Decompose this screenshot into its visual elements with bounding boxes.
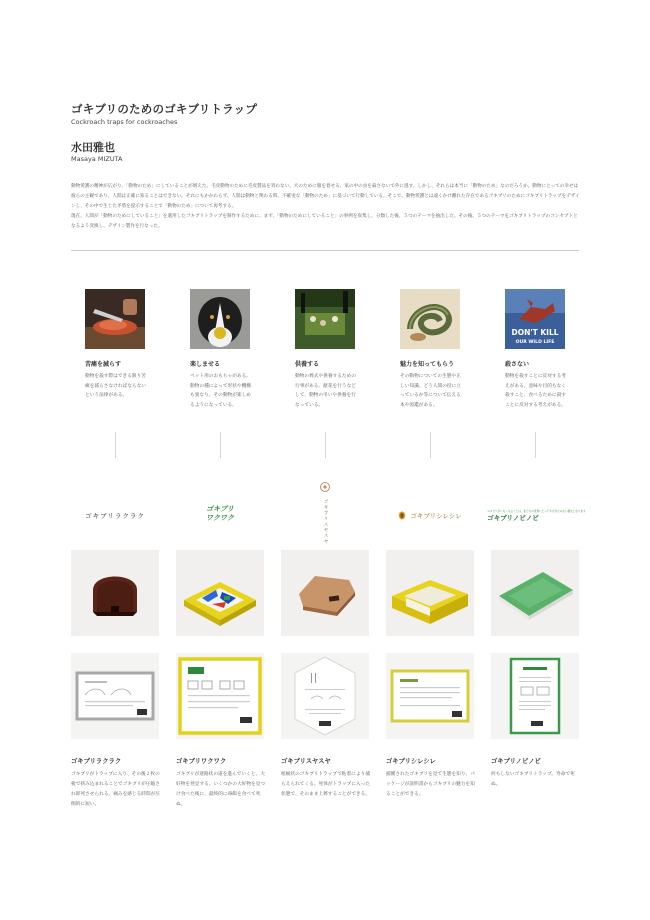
logo-text-bottom: ワクワク — [206, 514, 234, 522]
product-desc: ゴキブリが迷路状の道を進んでいくと、大好物を発見する。いくつかの大好物を見つけ食べた後に、最終的に毒餌を食べて死ぬ。 — [176, 772, 266, 807]
intro-text — [71, 182, 581, 232]
logo-text-top: ゴキブリ — [206, 505, 234, 513]
divider — [71, 250, 579, 251]
logo-shireshire — [386, 507, 474, 523]
poster-line2: OUR WILD LIFE — [515, 340, 555, 345]
theme-desc: 動物の葬式や供養するための行事がある。献花を行うなどして、動物の弔いや供養を行なっている。 — [295, 374, 356, 408]
connector-line — [115, 432, 116, 458]
connector-line — [535, 432, 536, 458]
package-suyasuya — [281, 653, 369, 739]
page-subtitle: Cockroach traps for cockroaches — [71, 118, 178, 126]
intro-paragraph: 動物愛護の精神が広がり、「動物のため」にしていることが増えた。毛皮動物のために毛皮製品を買わない、犬のために服を着せる、家の中の虫を殺さないで外に逃す。しかし、それらは本当に「動物のため」なのだろうか。動物にとっての幸せは彼らの主観であり、人間は正確に知ることはできない。それにもかかわらず、人間は動物と関わる時、不確実な「動物のため」に基づいて行動している。そこで、動物愛護とは遠くかけ離れた存在であるゴキブリのためにゴキブリトラップをデザインし、その中で生じた矛盾を提示することで「動物のため」について再考する。 — [71, 184, 580, 209]
connector-line — [430, 432, 431, 458]
dont-kill-poster — [505, 289, 565, 349]
theme-name: 殺さない — [505, 361, 530, 368]
theme-appeal — [400, 289, 462, 410]
logo-nobinobi — [487, 505, 586, 525]
logo-rakuraku — [71, 507, 159, 523]
theme-entertain — [190, 289, 252, 410]
package-rakuraku — [71, 653, 159, 739]
bug-icon — [398, 510, 406, 520]
product-photo-shireshire — [386, 550, 474, 636]
page-title: ゴキブリのためのゴキブリトラップ — [71, 102, 258, 116]
theme-desc: 動物を殺すことに反対する考えがある。意味や目的もなく殺すこと、食べるために殺すことに反対する考えがある。 — [505, 374, 566, 408]
package-shireshire — [386, 653, 474, 739]
product-photo-suyasuya — [281, 550, 369, 636]
product-desc: ゴキブリがトラップに入り、その後２枚の板で挟み込まれることでゴキブリが圧縮され即死させられる。痛みを感じる時間が圧倒的に短い。 — [71, 772, 161, 807]
theme-name: 楽しませる — [190, 361, 221, 368]
package-nobinobi — [491, 653, 579, 739]
logo-text: ゴキブリシレシレ — [410, 511, 462, 520]
author-name: 水田雅也 — [71, 141, 115, 154]
product-desc: 棺桶状のゴキブリトラップで粘着により捕らえられてくる。死体がトラップに入った状態で、そのまま上葬することができる。 — [281, 772, 370, 797]
snake-illustration — [400, 289, 460, 349]
logo-text: ゴキブリラクラク — [85, 511, 145, 520]
wreath-icon — [316, 481, 334, 493]
connector-line — [325, 432, 326, 458]
product-name: ゴキブリラクラク — [71, 758, 122, 765]
logo-text: ゴキブリノビノビ — [487, 513, 539, 522]
theme-desc: ペット用のおもちゃがある。動物の種によって形状や機構も異なり、その動物が楽しめるようになっている。 — [190, 374, 251, 408]
theme-memorial — [295, 289, 357, 410]
intro-paragraph: 現在、人間が「動物のためにしていること」を適用したゴキブリトラップを制作するために、まず、「動物のためにしていること」の事例を収集し、分類した後、５つのテーマを抽出した。その後、５つのテーマをゴキブリトラップのコンセプトとなるよう変換し、デザイン製作を行なった。 — [71, 214, 578, 229]
theme-name: 苦痛を減らす — [85, 361, 122, 368]
product-photo-wakuwaku — [176, 550, 264, 636]
author-name-en: Masaya MIZUTA — [71, 155, 123, 163]
theme-desc: その動物についての生態や正しい知識、どう人間の役に立っているか等について伝える本や図鑑がある。 — [400, 374, 461, 408]
product-photo-nobinobi — [491, 550, 579, 636]
meat-cutting-photo — [85, 289, 145, 349]
theme-reduce-pain — [85, 289, 147, 401]
logo-suyasuya — [316, 478, 334, 545]
theme-name: 供養する — [295, 361, 320, 368]
theme-name: 魅力を知ってもらう — [400, 361, 455, 368]
product-name: ゴキブリシレシレ — [386, 758, 436, 765]
package-wakuwaku — [176, 653, 264, 739]
connector-line — [220, 432, 221, 458]
logo-wakuwaku — [176, 503, 264, 525]
funeral-photo — [295, 289, 355, 349]
product-desc: 捕獲されたゴキブリを見て生態を知り、パッケージが説明書からゴキブリの魅力を知ることができる。 — [386, 772, 475, 797]
logo-small-text: ゴキブリがいなくなることは、私たちの世界にとってかけがえのない損失となります — [487, 509, 586, 513]
product-name: ゴキブリノビノビ — [491, 758, 541, 765]
product-photo-rakuraku — [71, 550, 159, 636]
theme-desc: 動物を殺す際はできる限り苦痛を減らさなければならないという法律がある。 — [85, 374, 146, 398]
product-name: ゴキブリワクワク — [176, 758, 227, 765]
poster-line1: DON'T KILL — [511, 328, 559, 337]
theme-no-kill — [505, 289, 567, 410]
product-name: ゴキブリスヤスヤ — [281, 758, 331, 765]
product-desc: 何もしないゴキブリトラップ。寿命で死ぬ。 — [491, 772, 575, 787]
logo-text: ゴキブリスヤスヤ — [323, 499, 328, 545]
dog-toy-photo — [190, 289, 250, 349]
